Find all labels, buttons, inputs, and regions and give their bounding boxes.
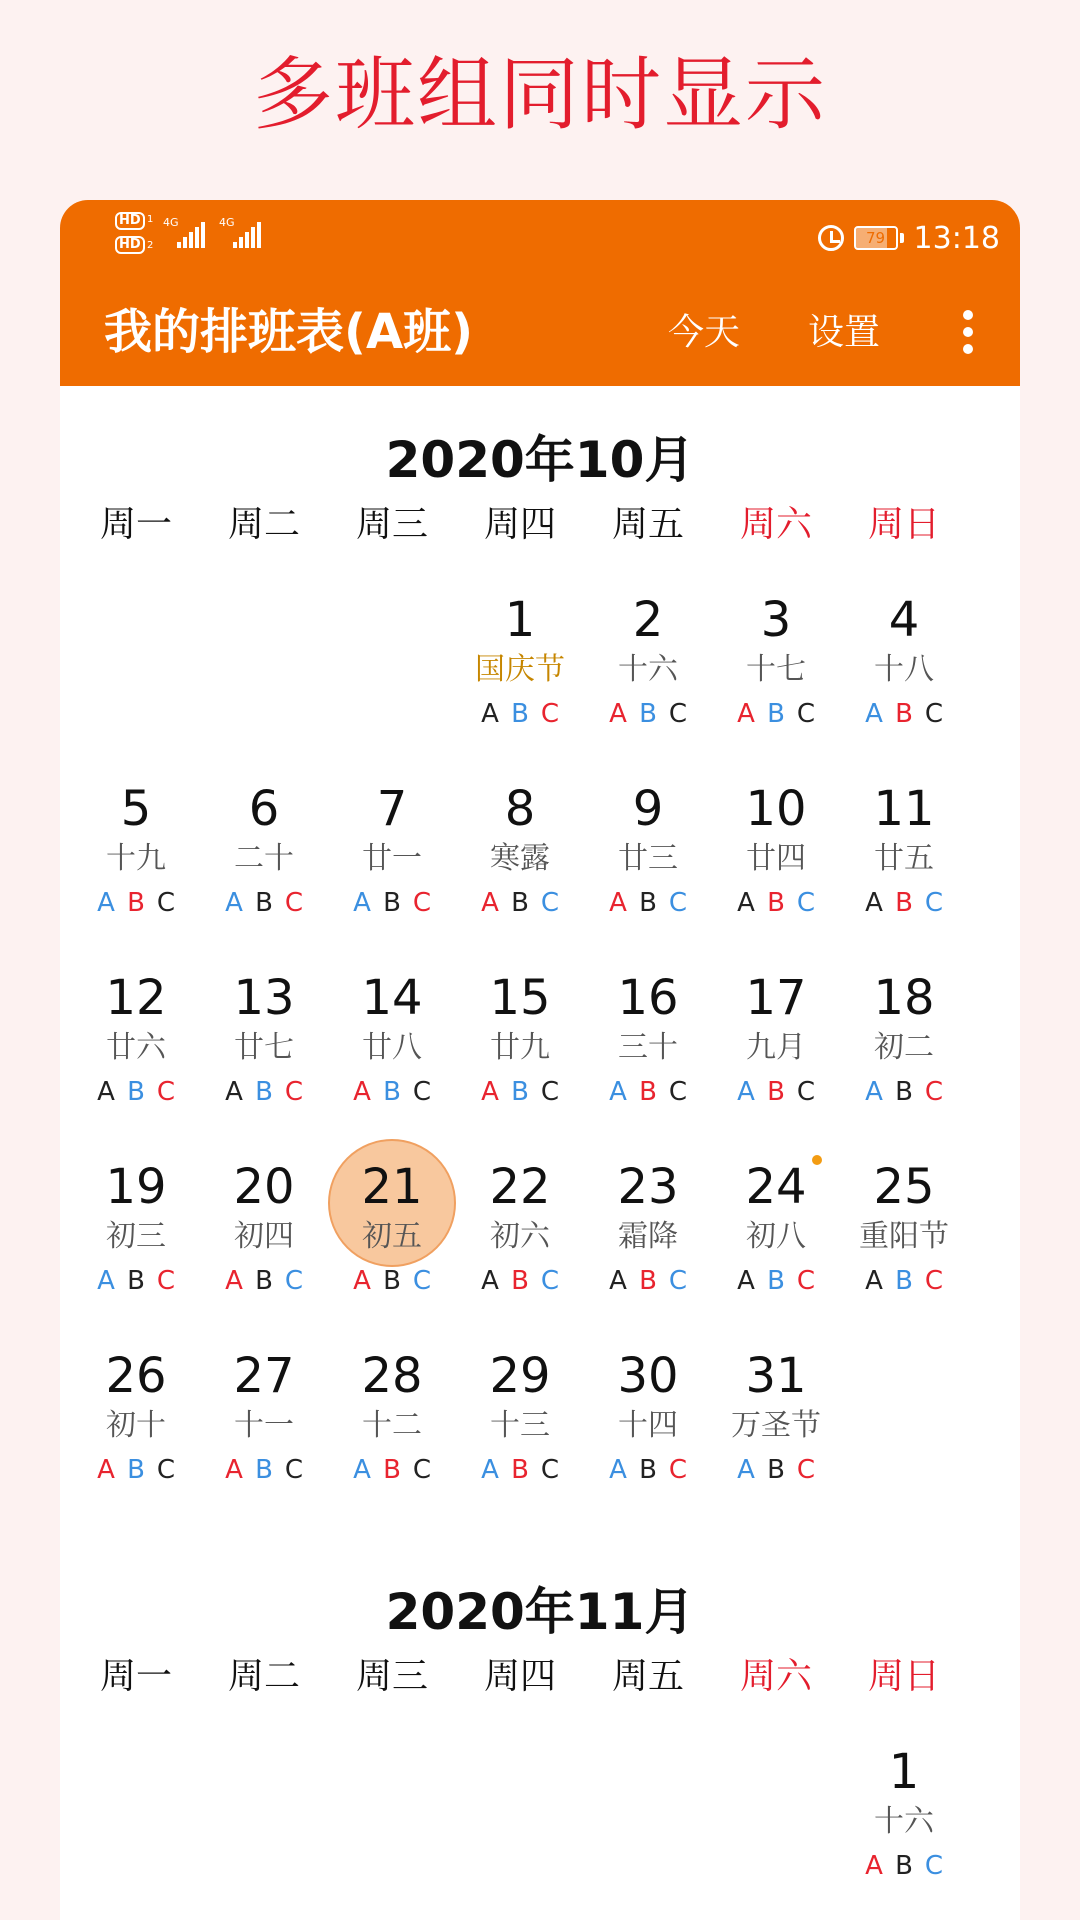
weekday-label: 周五 xyxy=(611,504,684,545)
shift-letter: C xyxy=(668,1077,688,1107)
shift-letter: A xyxy=(865,888,883,918)
settings-button[interactable]: 设置 xyxy=(808,312,881,353)
shift-letter: C xyxy=(540,888,560,918)
shift-indicators xyxy=(328,883,456,923)
shift-letter: C xyxy=(156,888,176,918)
shift-letter: A xyxy=(481,1455,499,1485)
day-number: 5 xyxy=(120,781,152,837)
weekday-label: 周二 xyxy=(227,1656,300,1697)
shift-letter: B xyxy=(639,1077,657,1107)
shift-letter: B xyxy=(127,1077,145,1107)
day-number: 24 xyxy=(745,1159,807,1215)
lunar-date: 重阳节 xyxy=(859,1219,949,1254)
shift-indicators xyxy=(712,1261,840,1301)
lunar-date: 三十 xyxy=(618,1030,678,1065)
shift-indicators xyxy=(456,1072,584,1112)
shift-letter: C xyxy=(924,888,944,918)
lunar-date: 十四 xyxy=(618,1408,678,1443)
shift-letter: B xyxy=(255,888,273,918)
shift-indicators xyxy=(584,1072,712,1112)
month-title: 2020年10月 xyxy=(385,431,695,489)
shift-letter: B xyxy=(127,1455,145,1485)
shift-indicators xyxy=(712,1072,840,1112)
shift-letter: A xyxy=(481,699,499,729)
lunar-date: 初二 xyxy=(874,1030,934,1065)
day-cell[interactable] xyxy=(584,968,712,1128)
shift-letter: A xyxy=(609,1077,627,1107)
status-time: 13:18 xyxy=(913,220,1000,256)
shift-indicators xyxy=(328,1261,456,1301)
shift-letter: B xyxy=(639,699,657,729)
shift-letter: C xyxy=(412,1077,432,1107)
day-cell[interactable] xyxy=(712,1157,840,1317)
month-title: 2020年11月 xyxy=(385,1583,695,1641)
lunar-date: 九月 xyxy=(746,1030,806,1065)
shift-letter: C xyxy=(156,1455,176,1485)
app-bar xyxy=(60,200,1020,386)
day-number: 17 xyxy=(745,970,807,1026)
day-number: 13 xyxy=(233,970,295,1026)
shift-letter: A xyxy=(737,699,755,729)
lunar-date: 廿五 xyxy=(874,841,934,876)
shift-indicators xyxy=(712,1450,840,1490)
shift-letter: A xyxy=(97,888,115,918)
shift-indicators xyxy=(200,1072,328,1112)
day-number: 7 xyxy=(376,781,408,837)
day-cell[interactable] xyxy=(584,590,712,750)
day-cell[interactable] xyxy=(584,1346,712,1506)
day-number: 6 xyxy=(248,781,280,837)
sim-index-1: 1 xyxy=(147,214,154,225)
shift-letter: C xyxy=(284,1455,304,1485)
weekday-label: 周六 xyxy=(739,1656,812,1697)
day-cell[interactable] xyxy=(840,1157,968,1317)
shift-letter: B xyxy=(127,888,145,918)
shift-indicators xyxy=(840,694,968,734)
day-number: 18 xyxy=(873,970,935,1026)
shift-letter: C xyxy=(924,1266,944,1296)
shift-letter: A xyxy=(865,1851,883,1881)
weekday-header xyxy=(60,495,1020,555)
day-number: 2 xyxy=(632,592,664,648)
day-number: 27 xyxy=(233,1348,295,1404)
shift-letter: B xyxy=(639,888,657,918)
day-cell[interactable] xyxy=(200,968,328,1128)
shift-letter: B xyxy=(511,1266,529,1296)
shift-indicators xyxy=(456,1450,584,1490)
shift-letter: B xyxy=(895,1851,913,1881)
lunar-date: 十六 xyxy=(874,1804,934,1839)
lunar-date: 十一 xyxy=(234,1408,294,1443)
more-vert-icon[interactable] xyxy=(956,308,980,360)
shift-letter: A xyxy=(97,1077,115,1107)
shift-letter: A xyxy=(225,1077,243,1107)
day-number: 21 xyxy=(361,1159,423,1215)
shift-letter: A xyxy=(353,1077,371,1107)
day-cell[interactable] xyxy=(72,779,200,939)
shift-letter: C xyxy=(924,1851,944,1881)
lunar-date: 初十 xyxy=(106,1408,166,1443)
day-number: 28 xyxy=(361,1348,423,1404)
shift-letter: C xyxy=(156,1266,176,1296)
weekday-label: 周二 xyxy=(227,504,300,545)
shift-letter: B xyxy=(767,1077,785,1107)
weekday-label: 周日 xyxy=(867,504,940,545)
shift-letter: B xyxy=(255,1455,273,1485)
shift-letter: A xyxy=(609,1266,627,1296)
lunar-date: 霜降 xyxy=(618,1219,678,1254)
day-cell[interactable] xyxy=(712,590,840,750)
day-number: 19 xyxy=(105,1159,167,1215)
shift-letter: A xyxy=(737,1266,755,1296)
shift-indicators xyxy=(72,1450,200,1490)
lunar-date: 廿七 xyxy=(234,1030,294,1065)
lunar-date: 万圣节 xyxy=(731,1408,821,1443)
day-cell[interactable] xyxy=(584,779,712,939)
shift-letter: C xyxy=(668,888,688,918)
day-cell[interactable] xyxy=(200,1157,328,1317)
lunar-date: 廿三 xyxy=(618,841,678,876)
shift-letter: B xyxy=(383,1266,401,1296)
shift-indicators xyxy=(328,1450,456,1490)
day-cell[interactable] xyxy=(712,1346,840,1506)
shift-letter: B xyxy=(383,1077,401,1107)
day-cell[interactable] xyxy=(456,1346,584,1506)
weekday-label: 周一 xyxy=(99,504,172,545)
lunar-date: 十九 xyxy=(106,841,166,876)
lunar-date: 初三 xyxy=(106,1219,166,1254)
shift-indicators xyxy=(712,883,840,923)
status-right xyxy=(818,220,1000,256)
weekday-label: 周三 xyxy=(355,1656,428,1697)
shift-letter: C xyxy=(796,1266,816,1296)
network-type-2: 4G xyxy=(219,216,235,229)
hd-badge-1: HD xyxy=(115,212,145,230)
day-number: 22 xyxy=(489,1159,551,1215)
shift-letter: C xyxy=(924,1077,944,1107)
shift-letter: B xyxy=(511,888,529,918)
shift-letter: A xyxy=(353,888,371,918)
shift-letter: B xyxy=(639,1266,657,1296)
shift-letter: C xyxy=(412,888,432,918)
shift-indicators xyxy=(72,1261,200,1301)
lunar-date: 初五 xyxy=(362,1219,422,1254)
shift-letter: C xyxy=(284,1266,304,1296)
day-cell[interactable] xyxy=(840,968,968,1128)
day-cell[interactable] xyxy=(328,968,456,1128)
shift-letter: C xyxy=(540,1455,560,1485)
status-bar xyxy=(60,200,1020,280)
shift-letter: A xyxy=(737,1077,755,1107)
day-number: 29 xyxy=(489,1348,551,1404)
shift-letter: C xyxy=(924,699,944,729)
shift-letter: A xyxy=(481,1077,499,1107)
shift-indicators xyxy=(584,1261,712,1301)
shift-letter: C xyxy=(284,888,304,918)
shift-letter: A xyxy=(865,699,883,729)
lunar-date: 廿八 xyxy=(362,1030,422,1065)
shift-letter: C xyxy=(412,1455,432,1485)
shift-letter: B xyxy=(511,1077,529,1107)
day-cell[interactable] xyxy=(328,779,456,939)
lunar-date: 国庆节 xyxy=(475,652,565,687)
network-type-1: 4G xyxy=(163,216,179,229)
lunar-date: 十八 xyxy=(874,652,934,687)
day-cell[interactable] xyxy=(584,1157,712,1317)
lunar-date: 十二 xyxy=(362,1408,422,1443)
shift-letter: C xyxy=(668,1266,688,1296)
shift-letter: B xyxy=(255,1266,273,1296)
shift-indicators xyxy=(72,883,200,923)
lunar-date: 廿九 xyxy=(490,1030,550,1065)
day-number: 12 xyxy=(105,970,167,1026)
shift-letter: A xyxy=(481,1266,499,1296)
day-number: 25 xyxy=(873,1159,935,1215)
day-number: 26 xyxy=(105,1348,167,1404)
shift-letter: C xyxy=(796,888,816,918)
shift-indicators xyxy=(456,1261,584,1301)
weekday-header xyxy=(60,1647,1020,1707)
day-number: 23 xyxy=(617,1159,679,1215)
day-cell[interactable] xyxy=(456,1157,584,1317)
lunar-date: 初八 xyxy=(746,1219,806,1254)
lunar-date: 十三 xyxy=(490,1408,550,1443)
shift-letter: C xyxy=(156,1077,176,1107)
shift-letter: C xyxy=(412,1266,432,1296)
day-cell[interactable] xyxy=(72,968,200,1128)
shift-indicators xyxy=(584,883,712,923)
shift-letter: C xyxy=(284,1077,304,1107)
app-title: 我的排班表(A班) xyxy=(104,304,474,360)
shift-letter: B xyxy=(511,699,529,729)
toolbar xyxy=(60,280,1020,386)
battery-level: 79 xyxy=(865,229,886,247)
day-number: 31 xyxy=(745,1348,807,1404)
lunar-date: 初四 xyxy=(234,1219,294,1254)
day-number: 10 xyxy=(745,781,807,837)
weekday-label: 周六 xyxy=(739,504,812,545)
day-number: 4 xyxy=(888,592,920,648)
shift-letter: A xyxy=(353,1455,371,1485)
shift-letter: A xyxy=(737,1455,755,1485)
shift-letter: A xyxy=(225,1455,243,1485)
day-number: 1 xyxy=(888,1744,920,1800)
shift-letter: A xyxy=(609,1455,627,1485)
lunar-date: 十六 xyxy=(618,652,678,687)
today-button[interactable]: 今天 xyxy=(668,312,741,353)
day-number: 20 xyxy=(233,1159,295,1215)
day-cell[interactable] xyxy=(840,590,968,750)
shift-letter: A xyxy=(97,1455,115,1485)
shift-letter: B xyxy=(255,1077,273,1107)
lunar-date: 廿六 xyxy=(106,1030,166,1065)
shift-letter: A xyxy=(865,1266,883,1296)
day-cell[interactable] xyxy=(712,779,840,939)
shift-indicators xyxy=(840,1846,968,1886)
day-cell[interactable] xyxy=(712,968,840,1128)
shift-letter: B xyxy=(895,888,913,918)
shift-letter: B xyxy=(127,1266,145,1296)
shift-indicators xyxy=(456,694,584,734)
signal-area xyxy=(115,212,275,262)
shift-letter: C xyxy=(540,699,560,729)
shift-indicators xyxy=(584,1450,712,1490)
shift-letter: B xyxy=(895,1077,913,1107)
shift-letter: B xyxy=(639,1455,657,1485)
day-number: 16 xyxy=(617,970,679,1026)
weekday-label: 周四 xyxy=(483,1656,556,1697)
day-number: 11 xyxy=(873,781,935,837)
shift-letter: A xyxy=(609,699,627,729)
day-number: 14 xyxy=(361,970,423,1026)
lunar-date: 廿一 xyxy=(362,841,422,876)
shift-letter: C xyxy=(796,1077,816,1107)
shift-letter: B xyxy=(767,888,785,918)
shift-letter: C xyxy=(668,699,688,729)
shift-indicators xyxy=(840,883,968,923)
shift-indicators xyxy=(200,883,328,923)
lunar-date: 廿四 xyxy=(746,841,806,876)
shift-letter: A xyxy=(609,888,627,918)
lunar-date: 寒露 xyxy=(490,841,550,876)
day-cell[interactable] xyxy=(840,1742,968,1902)
signal-bars-2-icon xyxy=(233,218,261,248)
day-number: 3 xyxy=(760,592,792,648)
shift-letter: C xyxy=(540,1077,560,1107)
day-number: 8 xyxy=(504,781,536,837)
shift-letter: A xyxy=(865,1077,883,1107)
shift-letter: A xyxy=(97,1266,115,1296)
weekday-label: 周三 xyxy=(355,504,428,545)
shift-letter: B xyxy=(511,1455,529,1485)
shift-letter: B xyxy=(895,1266,913,1296)
shift-indicators xyxy=(328,1072,456,1112)
shift-letter: C xyxy=(540,1266,560,1296)
weekday-label: 周四 xyxy=(483,504,556,545)
day-cell[interactable] xyxy=(72,1157,200,1317)
shift-letter: B xyxy=(767,1266,785,1296)
day-number: 1 xyxy=(504,592,536,648)
day-cell[interactable] xyxy=(456,779,584,939)
shift-letter: C xyxy=(668,1455,688,1485)
lunar-date: 二十 xyxy=(234,841,294,876)
day-cell[interactable] xyxy=(328,1346,456,1506)
shift-indicators xyxy=(840,1261,968,1301)
shift-indicators xyxy=(712,694,840,734)
weekday-label: 周一 xyxy=(99,1656,172,1697)
shift-indicators xyxy=(200,1450,328,1490)
alarm-icon xyxy=(818,225,844,251)
day-cell[interactable] xyxy=(200,1346,328,1506)
day-cell[interactable] xyxy=(456,590,584,750)
shift-letter: B xyxy=(767,699,785,729)
shift-letter: A xyxy=(481,888,499,918)
shift-indicators xyxy=(584,694,712,734)
day-number: 15 xyxy=(489,970,551,1026)
shift-letter: B xyxy=(383,888,401,918)
day-cell[interactable] xyxy=(840,779,968,939)
shift-letter: A xyxy=(225,888,243,918)
shift-letter: C xyxy=(796,1455,816,1485)
day-cell[interactable] xyxy=(72,1346,200,1506)
day-cell[interactable] xyxy=(328,1157,456,1317)
hd-badge-2: HD xyxy=(115,236,145,254)
day-number: 30 xyxy=(617,1348,679,1404)
day-number: 9 xyxy=(632,781,664,837)
lunar-date: 初六 xyxy=(490,1219,550,1254)
promo-banner-title: 多班组同时显示 xyxy=(253,48,827,141)
shift-indicators xyxy=(456,883,584,923)
phone-screen xyxy=(60,200,1020,1920)
sim-index-2: 2 xyxy=(147,240,154,251)
signal-bars-1-icon xyxy=(177,218,205,248)
battery-icon xyxy=(854,226,898,250)
shift-letter: A xyxy=(353,1266,371,1296)
shift-indicators xyxy=(840,1072,968,1112)
shift-indicators xyxy=(200,1261,328,1301)
weekday-label: 周日 xyxy=(867,1656,940,1697)
shift-letter: A xyxy=(737,888,755,918)
shift-letter: C xyxy=(796,699,816,729)
lunar-date: 十七 xyxy=(746,652,806,687)
shift-letter: B xyxy=(383,1455,401,1485)
shift-letter: B xyxy=(767,1455,785,1485)
shift-indicators xyxy=(72,1072,200,1112)
shift-letter: B xyxy=(895,699,913,729)
day-cell[interactable] xyxy=(200,779,328,939)
shift-letter: A xyxy=(225,1266,243,1296)
weekday-label: 周五 xyxy=(611,1656,684,1697)
day-cell[interactable] xyxy=(456,968,584,1128)
